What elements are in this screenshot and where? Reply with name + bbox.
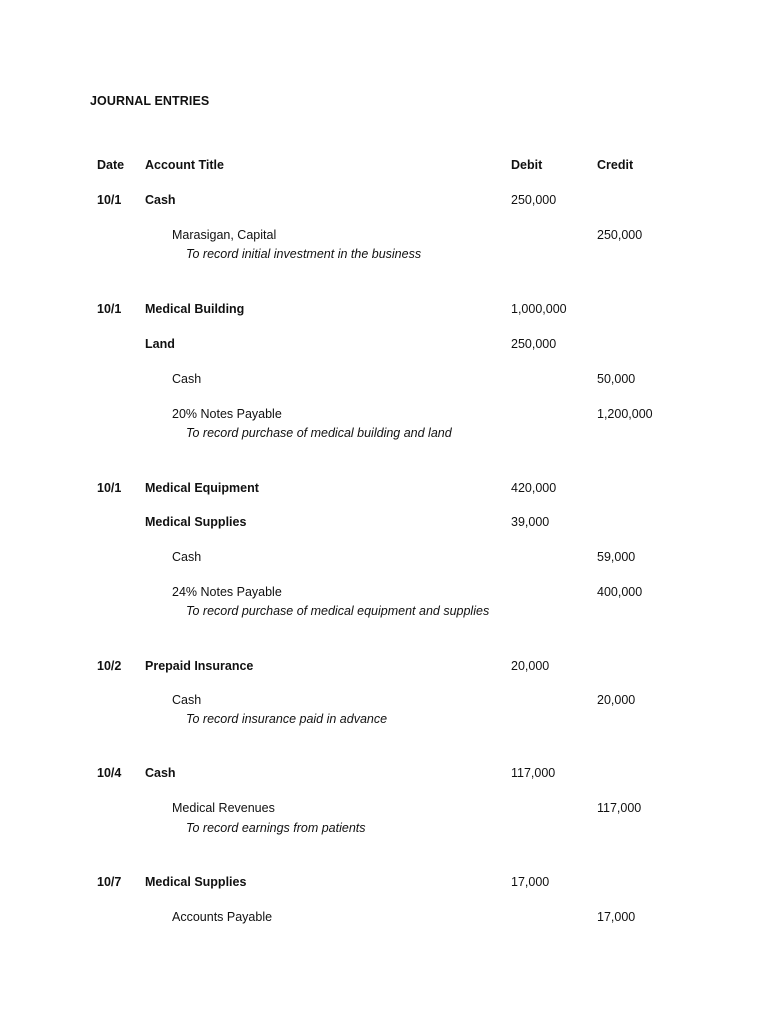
journal-line — [0, 226, 768, 244]
journal-line — [0, 479, 768, 497]
account-title: Prepaid Insurance — [145, 659, 254, 673]
account-title: Accounts Payable — [172, 910, 273, 924]
journal-line — [0, 764, 768, 782]
entry-memo: To record initial investment in the business — [186, 247, 422, 261]
account-title: Cash — [172, 372, 202, 386]
account-title-column-header: Account Title — [145, 158, 224, 172]
entry-memo: To record purchase of medical building and land — [186, 426, 452, 440]
debit-amount: 20,000 — [511, 659, 550, 673]
entry-date: 10/1 — [97, 481, 122, 495]
account-title: Cash — [172, 693, 202, 707]
date-column-header: Date — [97, 158, 125, 172]
journal-line — [0, 548, 768, 566]
debit-amount: 250,000 — [511, 337, 557, 351]
debit-amount: 117,000 — [511, 766, 556, 780]
credit-amount: 400,000 — [597, 585, 643, 599]
entry-memo: To record insurance paid in advance — [186, 712, 388, 726]
credit-amount: 59,000 — [597, 550, 636, 564]
entry-date: 10/1 — [97, 193, 122, 207]
account-title: Medical Equipment — [145, 481, 259, 495]
journal-line — [0, 405, 768, 423]
account-title: Cash — [172, 550, 202, 564]
credit-amount: 250,000 — [597, 228, 643, 242]
journal-line — [0, 657, 768, 675]
column-header-row — [0, 156, 768, 174]
journal-line — [0, 799, 768, 817]
account-title: Land — [145, 337, 175, 351]
account-title: Medical Supplies — [145, 875, 247, 889]
journal-line — [0, 335, 768, 353]
debit-amount: 39,000 — [511, 515, 550, 529]
credit-amount: 1,200,000 — [597, 407, 653, 421]
journal-line — [0, 873, 768, 891]
journal-line — [0, 583, 768, 601]
account-title: Medical Revenues — [172, 801, 275, 815]
account-title: 24% Notes Payable — [172, 585, 282, 599]
debit-amount: 17,000 — [511, 875, 550, 889]
entry-date: 10/4 — [97, 766, 122, 780]
credit-amount: 17,000 — [597, 910, 636, 924]
account-title: Medical Building — [145, 302, 245, 316]
entry-memo: To record earnings from patients — [186, 821, 366, 835]
journal-line — [0, 300, 768, 318]
account-title: Medical Supplies — [145, 515, 247, 529]
document-title: JOURNAL ENTRIES — [90, 94, 210, 108]
debit-amount: 250,000 — [511, 193, 557, 207]
account-title: Cash — [145, 193, 176, 207]
entry-date: 10/1 — [97, 302, 122, 316]
journal-line — [0, 908, 768, 926]
journal-line — [0, 691, 768, 709]
journal-line — [0, 513, 768, 531]
entry-memo: To record purchase of medical equipment and supplies — [186, 604, 490, 618]
credit-amount: 50,000 — [597, 372, 636, 386]
journal-line — [0, 191, 768, 209]
credit-amount: 117,000 — [597, 801, 642, 815]
credit-amount: 20,000 — [597, 693, 636, 707]
account-title: Marasigan, Capital — [172, 228, 277, 242]
credit-column-header: Credit — [597, 158, 634, 172]
account-title: Cash — [145, 766, 176, 780]
journal-line — [0, 370, 768, 388]
debit-amount: 1,000,000 — [511, 302, 567, 316]
debit-amount: 420,000 — [511, 481, 557, 495]
debit-column-header: Debit — [511, 158, 543, 172]
entry-date: 10/2 — [97, 659, 122, 673]
entry-date: 10/7 — [97, 875, 122, 889]
account-title: 20% Notes Payable — [172, 407, 282, 421]
